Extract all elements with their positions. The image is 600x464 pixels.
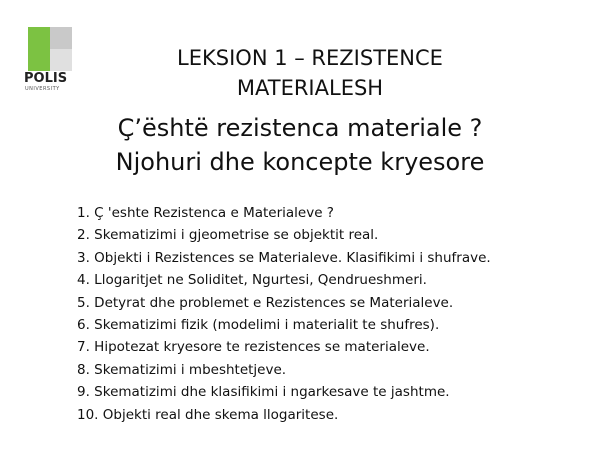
lecture-title-line-2: MATERIALESH (236, 76, 384, 100)
polis-university-logo (24, 27, 80, 91)
topic-item: 7. Hipotezat kryesore te rezistences se materialeve. (77, 339, 430, 356)
logo-name: POLIS (24, 71, 68, 86)
subtitle-line-2: Njohuri dhe koncepte kryesore (115, 148, 485, 176)
logo-squares-icon (28, 27, 72, 71)
topic-item: 3. Objekti i Rezistences se Materialeve. Klasifikimi i shufrave. (77, 249, 491, 266)
logo-subtext: UNIVERSITY (25, 86, 60, 92)
logo-green-square (28, 27, 50, 71)
logo-gray-square-top (50, 27, 72, 49)
topic-item: 8. Skematizimi i mbeshtetjeve. (77, 361, 287, 378)
logo-gray-square-bottom (50, 49, 72, 71)
subtitle-line-1: Ç’është rezistenca materiale ? (117, 114, 483, 142)
topic-item: 4. Llogaritjet ne Soliditet, Ngurtesi, Qendrueshmeri. (77, 272, 427, 289)
topic-item: 5. Detyrat dhe problemet e Rezistences se Materialeve. (77, 294, 454, 311)
topic-item: 1. Ç 'eshte Rezistenca e Materialeve ? (77, 205, 334, 221)
topic-item: 6. Skematizimi fizik (modelimi i materialit te shufres). (77, 317, 440, 334)
topic-item: 9. Skematizimi dhe klasifikimi i ngarkesave te jashtme. (77, 384, 450, 401)
topic-item: 2. Skematizimi i gjeometrise se objektit real. (77, 227, 379, 244)
topic-item: 10. Objekti real dhe skema llogaritese. (77, 406, 339, 423)
topics-list (77, 202, 577, 426)
lecture-title-line-1: LEKSION 1 – REZISTENCE (177, 46, 443, 70)
